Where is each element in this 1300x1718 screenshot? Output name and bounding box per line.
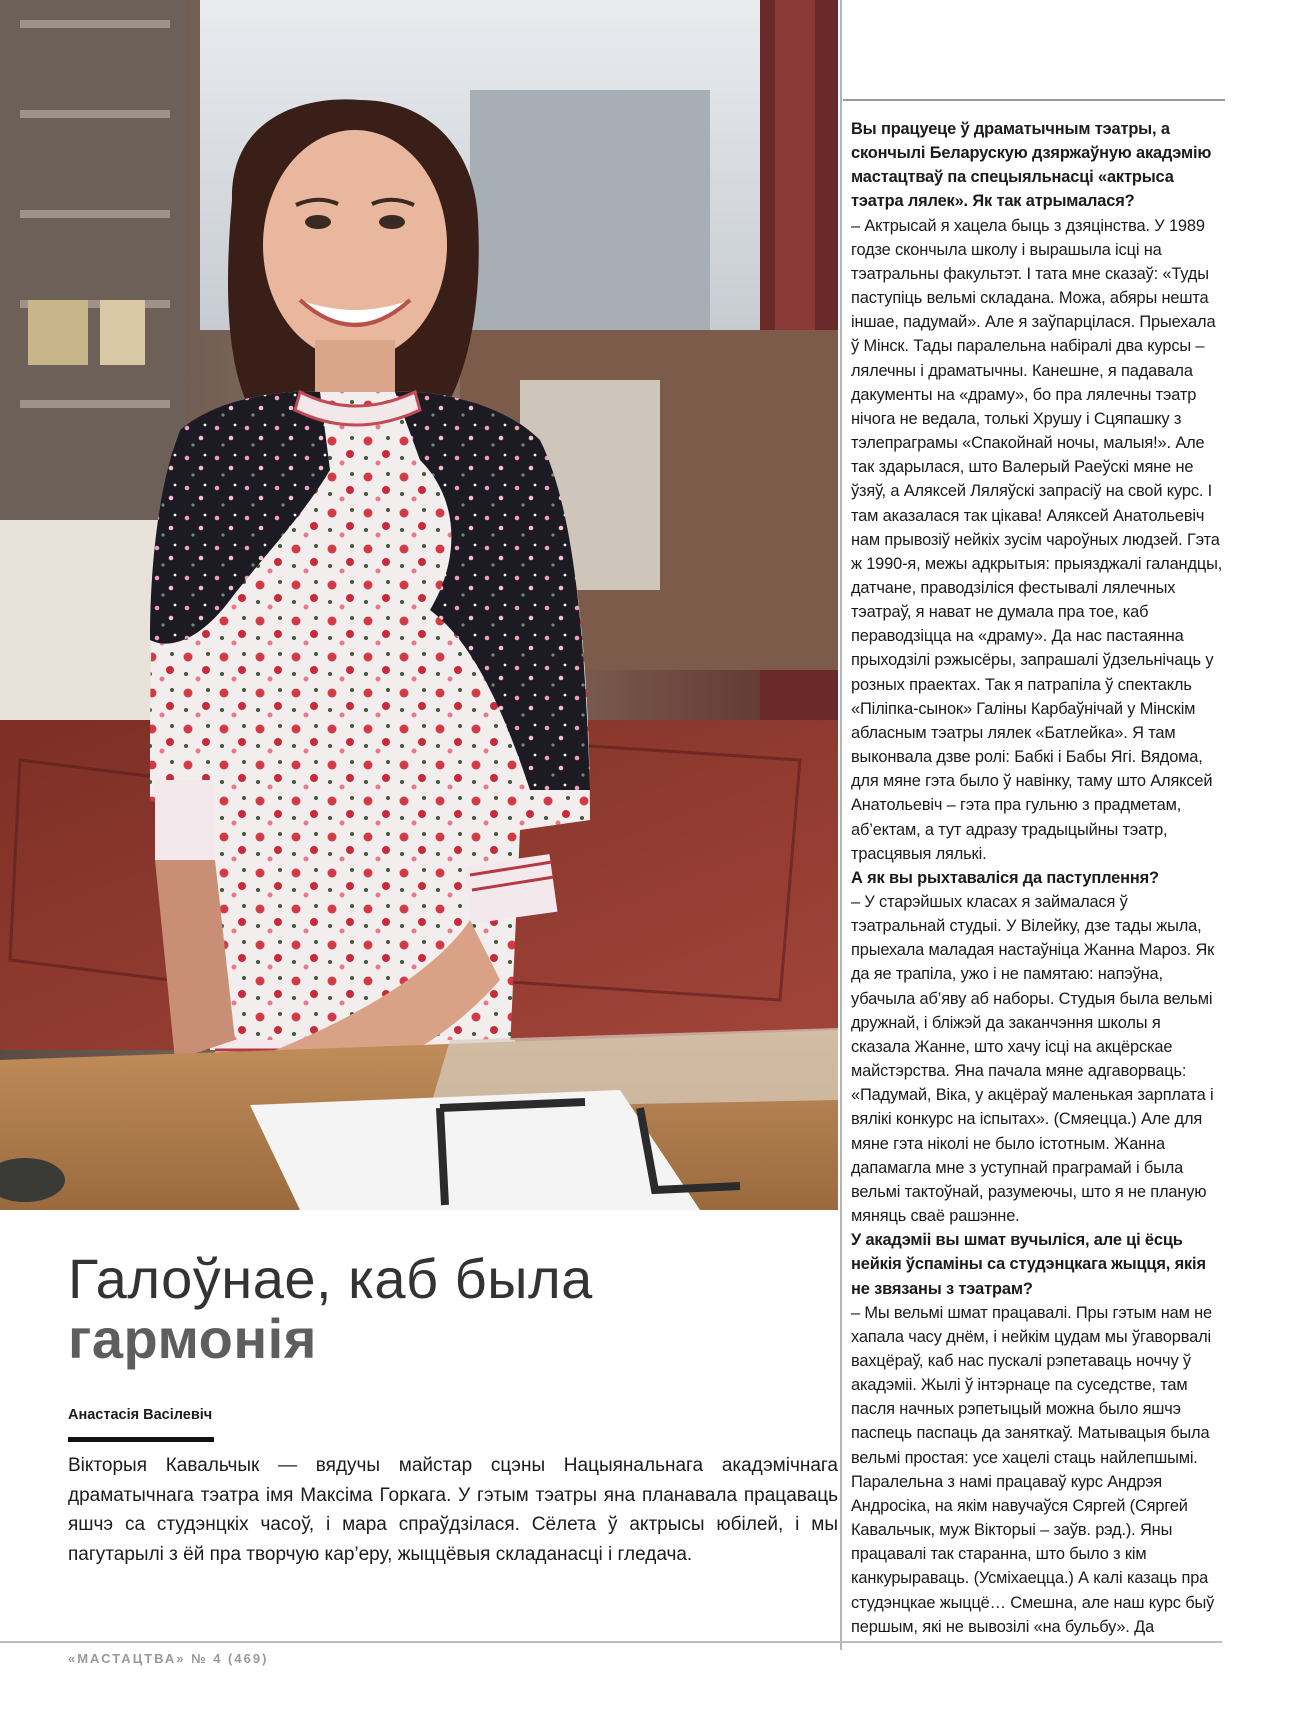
interview-column <box>851 117 1223 1639</box>
question-3: У акадэміі вы шмат вучыліся, але ці ёсць нейкія ўспаміны са студэнцкага жыцця, якія не звязаны з тэатрам? <box>851 1231 1206 1298</box>
answer-2: – У старэйшых класах я займалася ў тэатральнай студыі. У Вілейку, дзе тады жыла, прыехала маладая настаўніца Жанна Мароз. Як да яе трапіла, ужо і не памятаю: напэўна, убачыла аб’яву аб наборы. Студыя была вельмі дружнай, і бліжэй да заканчэння школы я сказала Жанне, што хачу ісці на акцёрскае майстэрства. Яна пачала мяне адгаворваць: «Падумай, Віка, у акцёраў маленькая зарплата і вялікі конкурс на іспытах». (Смяецца.) Але для мяне гэта ніколі не было істотным. Жанна дапамагла мне з уступнай праграмай і была вельмі тактоўнай, разумеючы, што я не планую мяняць сваё рашэнне. <box>851 893 1215 1226</box>
answer-1: – Актрысай я хацела быць з дзяцінства. У 1989 годзе скончыла школу і вырашыла ісці на тэатральны факультэт. І тата мне сказаў: «Туды паступіць вельмі складана. Можа, абяры нешта іншае, падумай». Але я заўпарцілася. Прыехала ў Мінск. Тады паралельна набіралі два курсы – лялечны і драматычны. Канешне, я падавала дакументы на «драму», бо пра лялечны тэатр нічога не ведала, толькі Хрушу і Сцяпашку з тэлепраграмы «Спакойнай ночы, малыя!». Але так здарылася, што Валерый Раеўскі мяне не ўзяў, а Аляксей Ляляўскі запрасіў на свой курс. І там аказалася так цікава! Аляксей Анатольевіч нам прывозіў нейкіх зусім чароўных людзей. Гэта ж 1990-я, межы адкрытыя: прыязджалі галандцы, датчане, праводзіліся фестывалі лялечных тэатраў, я нават не думала пра тое, каб пераводзіцца на «драму». Да нас пастаянна прыходзілі рэжысёры, запрашалі ўдзельнічаць у розных праектах. Так я патрапіла ў спектакль «Піліпка-сынок» Галіны Карбаўнічай у Мінскім абласным тэатры лялек «Батлейка». Я там выконвала дзве ролі: Бабкі і Бабы Ягі. Вядома, для мяне гэта было ў навінку, таму што Аляксей Анатольевіч – гэта пра гульню з прадметам, аб’ектам, а тут адразу традыцыйны тэатр, трасцявыя лялькі. <box>851 216 1223 863</box>
column-divider <box>840 0 842 1650</box>
author-underline <box>68 1437 214 1442</box>
top-rule <box>843 99 1225 101</box>
portrait-photo-illustration <box>0 0 838 1210</box>
author-byline: Анастасія Васілевіч <box>68 1407 213 1423</box>
answer-3: – Мы вельмі шмат працавалі. Пры гэтым нам не хапала часу днём, і нейкім цудам мы ўгаворвалі вахцёраў, каб нас пускалі рэпетаваць ноччу ў акадэміі. Жылі ў інтэрнаце па суседстве, там пасля начных рэпетыцый можна было яшчэ паспець паспаць да заняткаў. Матывацыя была вельмі простая: усе хацелі стаць найлепшымі. Паралельна з намі працаваў курс Андрэя Андросіка, на якім навучаўся Сяргей (Сяргей Кавальчык, муж Вікторыі – заўв. рэд.). Яны працавалі так старанна, што было з кім канкурыраваць. (Усміхаецца.) А калі казаць пра студэнцкае жыццё… Смешна, але наш курс быў першым, які не вывозілі «на бульбу». Да <box>851 1303 1215 1636</box>
footer-magazine-issue: «МАСТАЦТВА» № 4 (469) <box>68 1651 269 1666</box>
title-line-2: гармонія <box>68 1307 317 1370</box>
headline <box>68 1248 828 1368</box>
lede-paragraph: Вікторыя Кавальчык — вядучы майстар сцэны Нацыянальнага акадэмічнага драматычнага тэатра імя Максіма Горкага. У гэтым тэатры яна планавала працаваць яшчэ са студэнцкіх часоў, і мара спраўдзілася. Сёлета ў актрысы юбілей, і мы пагутарылі з ёй пра творчую кар’еру, жыццёвыя складанасці і гледача. <box>68 1455 838 1565</box>
title-line-1: Галоўнае, каб была <box>68 1247 593 1310</box>
portrait-photo <box>0 0 838 1210</box>
footer-rule <box>0 1641 1222 1643</box>
question-2: А як вы рыхтаваліся да паступлення? <box>851 868 1159 887</box>
question-1: Вы працуеце ў драматычным тэатры, а скончылі Беларускую дзяржаўную акадэмію мастацтваў па спецыяльнасці «актрыса тэатра лялек». Як так атрымалася? <box>851 120 1212 211</box>
